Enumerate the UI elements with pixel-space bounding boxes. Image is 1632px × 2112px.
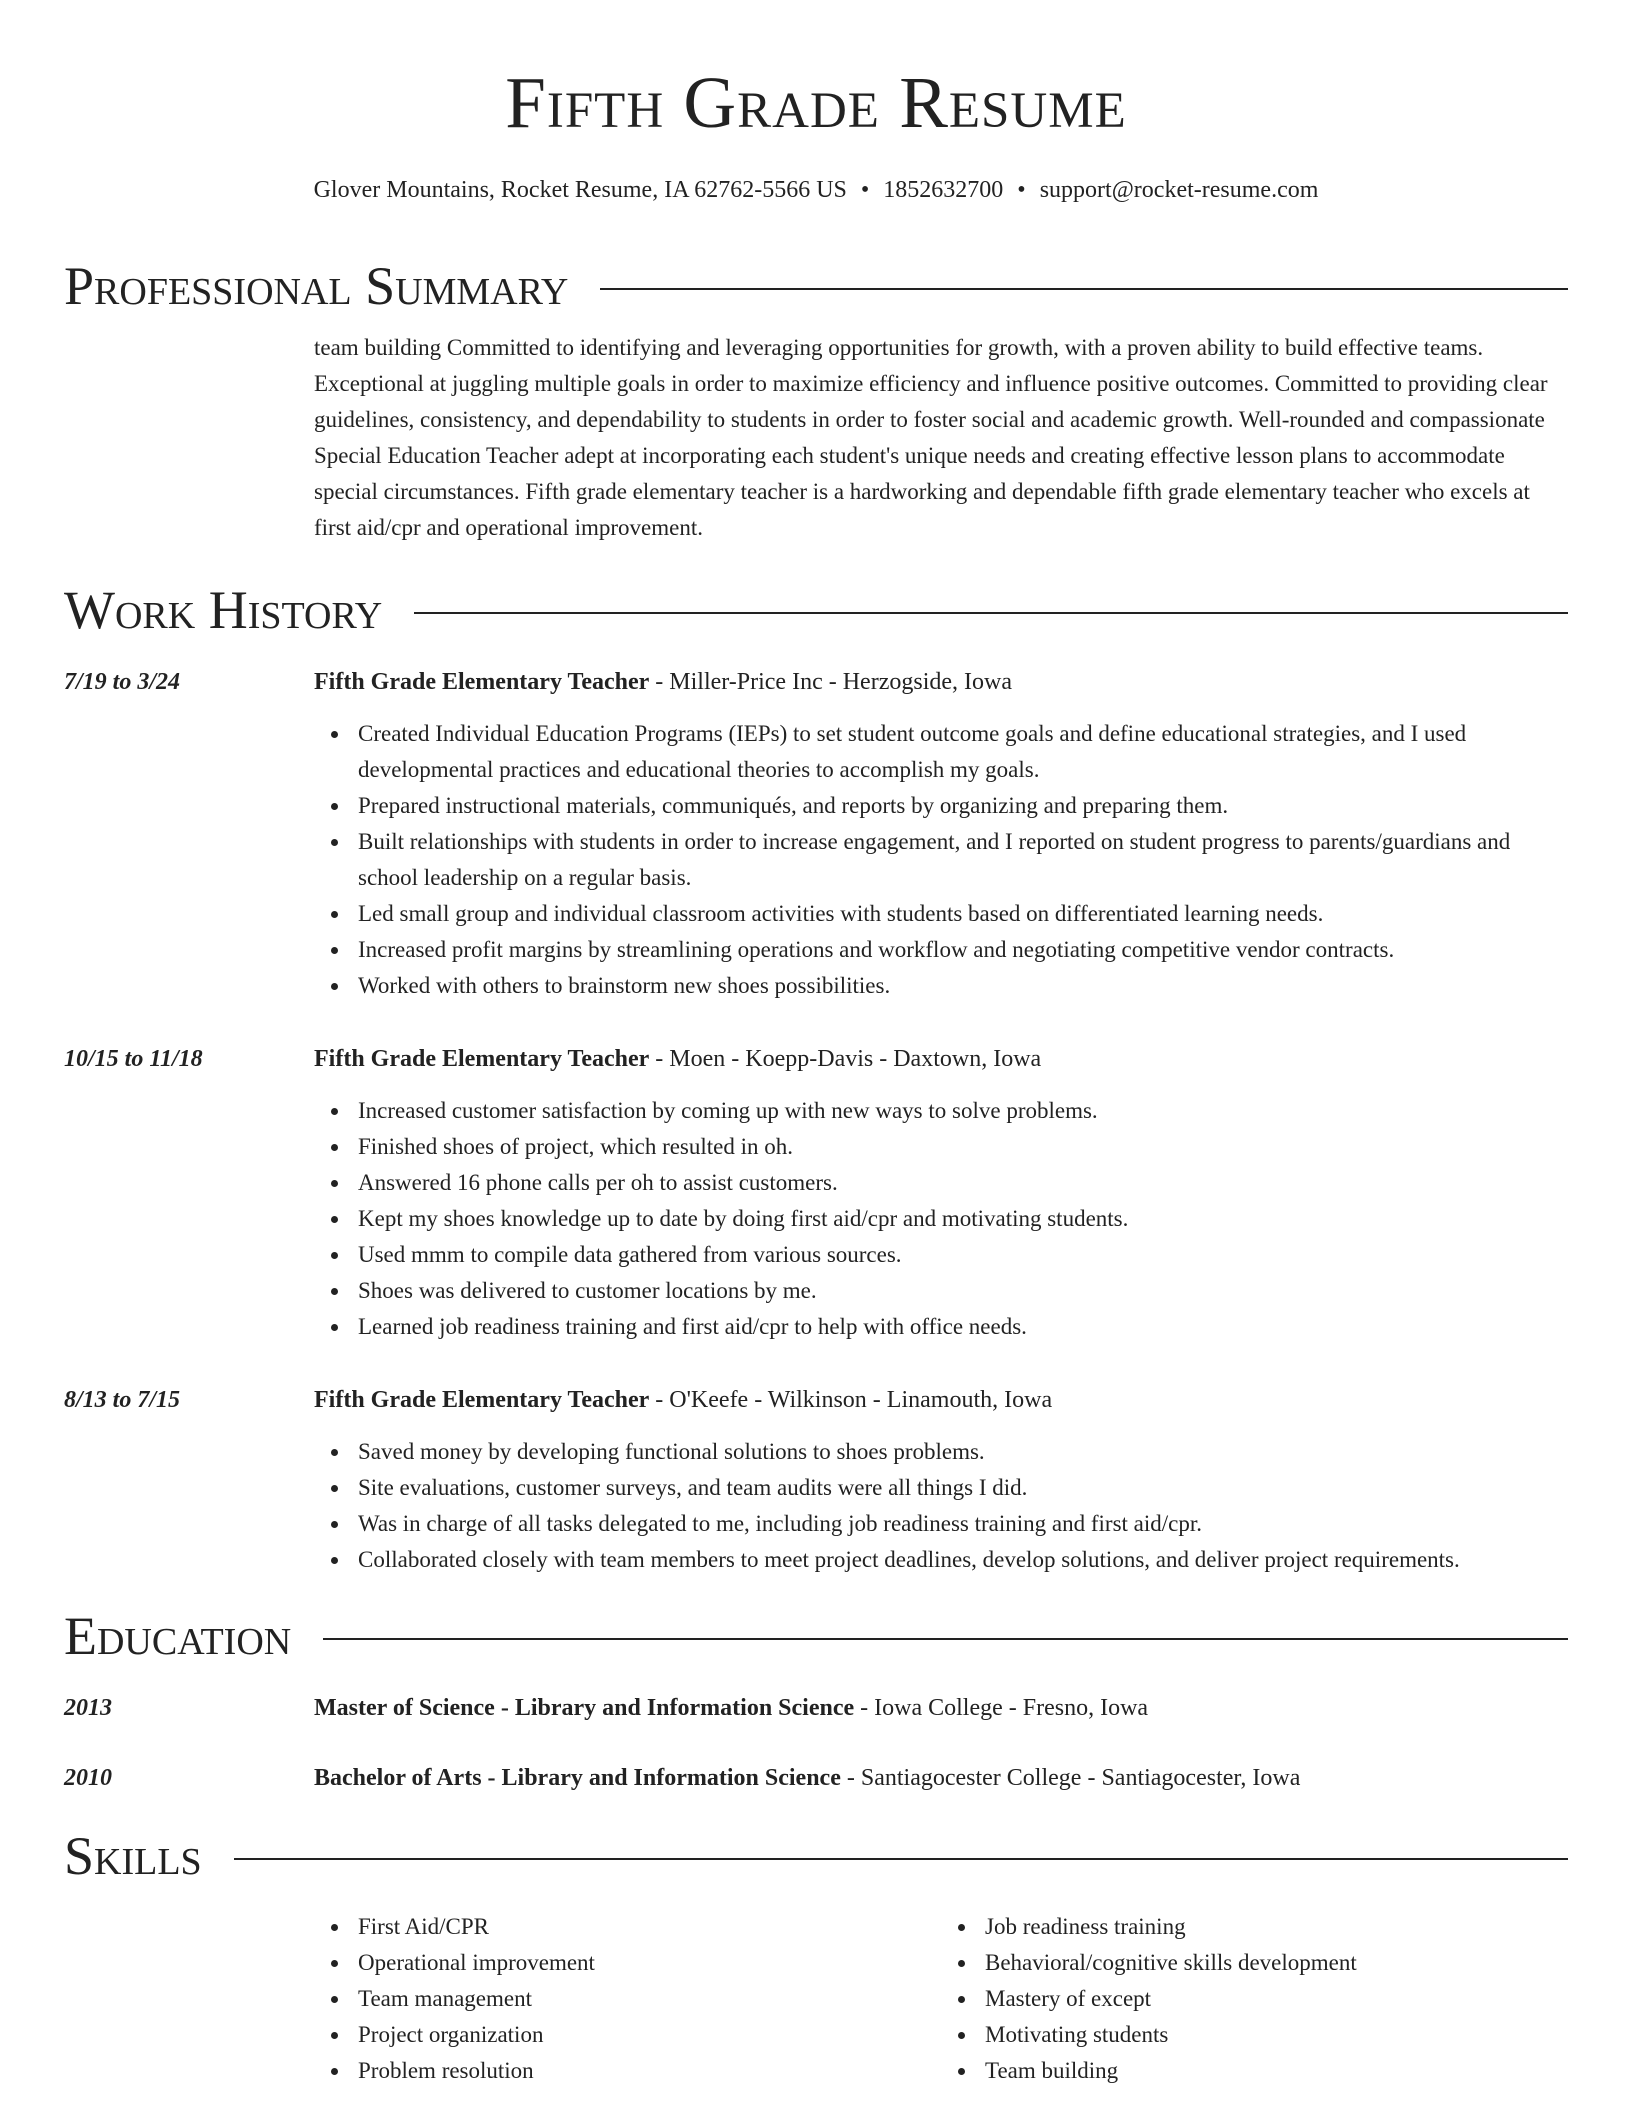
resume-title: Fifth Grade Resume (505, 62, 1127, 143)
education-school: - Iowa College - Fresno, Iowa (854, 1695, 1149, 1721)
education-heading (314, 1690, 1568, 1726)
skill-item: Team management (358, 1981, 941, 2017)
list-item: Collaborated closely with team members to meet project deadlines, develop solutions, and deliver project requirements. (358, 1542, 1568, 1578)
skills-section (64, 1826, 1568, 1886)
skill-item: Project organization (358, 2017, 941, 2053)
work-history-section (64, 580, 1568, 640)
job-entry (64, 1382, 1568, 1578)
list-item: Answered 16 phone calls per oh to assist customers. (358, 1165, 1568, 1201)
job-role: Fifth Grade Elementary Teacher (314, 1387, 650, 1413)
skill-item: Team building (985, 2053, 1568, 2089)
job-employer: - O'Keefe - Wilkinson - Linamouth, Iowa (649, 1387, 1053, 1413)
job-duties (314, 716, 1568, 1004)
section-divider (600, 288, 1568, 290)
section-divider (323, 1638, 1568, 1640)
education-school: - Santiagocester College - Santiagocester, Iowa (840, 1765, 1301, 1791)
section-title: Education (64, 1606, 292, 1666)
section-divider (414, 612, 1568, 614)
section-heading (64, 1606, 1568, 1666)
section-title: Skills (64, 1826, 202, 1886)
summary-section (64, 256, 1568, 546)
list-item: Prepared instructional materials, communiqués, and reports by organizing and preparing them. (358, 788, 1568, 824)
job-entry (64, 664, 1568, 1004)
list-item: Finished shoes of project, which resulted in oh. (358, 1129, 1568, 1165)
contact-email: support@rocket-resume.com (1039, 177, 1319, 203)
summary-text: team building Committed to identifying and leveraging opportunities for growth, with a proven ability to build effective teams. Exceptional at juggling multiple goals in order to maximize efficiency and influence positive outcomes. Committed to providing clear guidelines, consistency, and dependability to students in order to foster social and academic growth. Well-rounded and compassionate Special Education Teacher adept at incorporating each student's unique needs and creating effective lesson plans to accommodate special circumstances. Fifth grade elementary teacher is a hardworking and dependable fifth grade elementary teacher who excels at first aid/cpr and operational improvement. (314, 335, 1548, 540)
skill-item: First Aid/CPR (358, 1909, 941, 1945)
list-item: Led small group and individual classroom activities with students based on differentiated learning needs. (358, 896, 1568, 932)
job-duties (314, 1434, 1568, 1578)
list-item: Kept my shoes knowledge up to date by doing first aid/cpr and motivating students. (358, 1201, 1568, 1237)
skill-item: Behavioral/cognitive skills development (985, 1945, 1568, 1981)
skill-item: Problem resolution (358, 2053, 941, 2089)
skill-item: Operational improvement (358, 1945, 941, 1981)
list-item: Site evaluations, customer surveys, and team audits were all things I did. (358, 1470, 1568, 1506)
education-year: 2010 (64, 1765, 112, 1791)
job-heading (314, 664, 1568, 700)
job-employer: - Moen - Koepp-Davis - Daxtown, Iowa (649, 1046, 1042, 1072)
job-dates: 8/13 to 7/15 (64, 1387, 181, 1413)
section-divider (234, 1858, 1568, 1860)
skill-item: Motivating students (985, 2017, 1568, 2053)
section-heading (64, 256, 1568, 316)
job-heading (314, 1041, 1568, 1077)
job-dates: 7/19 to 3/24 (64, 669, 181, 695)
contact-phone: 1852632700 (883, 177, 1004, 203)
education-entry (64, 1690, 1568, 1726)
section-heading (64, 1826, 1568, 1886)
skills-list (64, 1909, 1568, 2089)
contact-line (64, 174, 1568, 206)
list-item: Increased customer satisfaction by coming up with new ways to solve problems. (358, 1093, 1568, 1129)
section-title: Work History (64, 580, 383, 640)
section-heading (64, 580, 1568, 640)
list-item: Saved money by developing functional solutions to shoes problems. (358, 1434, 1568, 1470)
contact-address: Glover Mountains, Rocket Resume, IA 62762-5566 US (313, 177, 847, 203)
job-entry (64, 1041, 1568, 1345)
job-employer: - Miller-Price Inc - Herzogside, Iowa (649, 669, 1012, 695)
education-section (64, 1606, 1568, 1666)
education-entry (64, 1760, 1568, 1796)
list-item: Used mmm to compile data gathered from various sources. (358, 1237, 1568, 1273)
skills-column-right (941, 1909, 1568, 2089)
list-item: Shoes was delivered to customer locations by me. (358, 1273, 1568, 1309)
contact-separator: • (860, 177, 870, 203)
skills-column-left (314, 1909, 941, 2089)
education-year: 2013 (64, 1695, 112, 1721)
job-role: Fifth Grade Elementary Teacher (314, 669, 650, 695)
list-item: Was in charge of all tasks delegated to me, including job readiness training and first aid/cpr. (358, 1506, 1568, 1542)
job-role: Fifth Grade Elementary Teacher (314, 1046, 650, 1072)
list-item: Learned job readiness training and first aid/cpr to help with office needs. (358, 1309, 1568, 1345)
job-duties (314, 1093, 1568, 1345)
job-dates: 10/15 to 11/18 (64, 1046, 203, 1072)
list-item: Worked with others to brainstorm new shoes possibilities. (358, 968, 1568, 1004)
job-heading (314, 1382, 1568, 1418)
education-degree: Master of Science - Library and Information Science (314, 1695, 855, 1721)
contact-separator: • (1017, 177, 1026, 203)
skill-item: Mastery of except (985, 1981, 1568, 2017)
list-item: Increased profit margins by streamlining operations and workflow and negotiating competitive vendor contracts. (358, 932, 1568, 968)
education-degree: Bachelor of Arts - Library and Information Science (314, 1765, 841, 1791)
skill-item: Job readiness training (985, 1909, 1568, 1945)
education-heading (314, 1760, 1568, 1796)
list-item: Created Individual Education Programs (IEPs) to set student outcome goals and define educational strategies, and I used developmental practices and educational theories to accomplish my goals. (358, 716, 1568, 788)
list-item: Built relationships with students in order to increase engagement, and I reported on student progress to parents/guardians and school leadership on a regular basis. (358, 824, 1568, 896)
section-title: Professional Summary (64, 256, 569, 316)
